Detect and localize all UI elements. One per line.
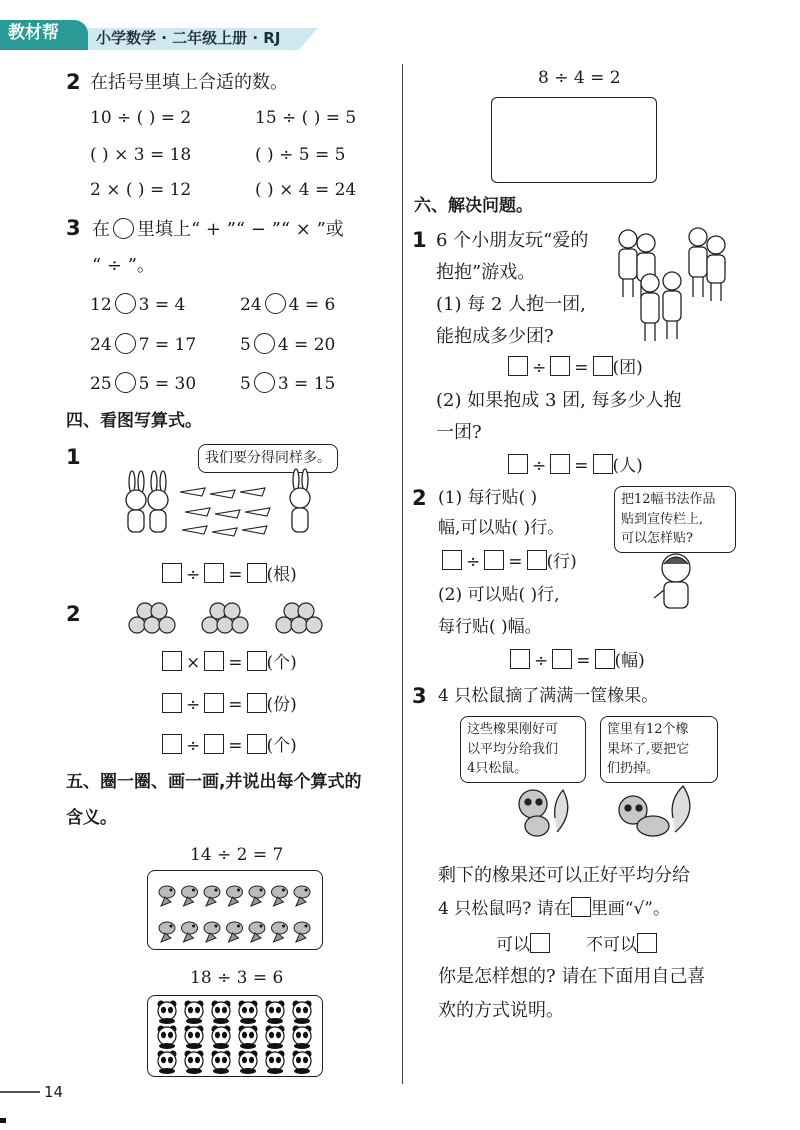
q2-instruction: 在括号里填上合适的数。 [90, 72, 288, 93]
section-4-title: 四、看图写算式。 [66, 411, 202, 431]
panda-icon [158, 1026, 177, 1050]
r-p2-number: 2 [412, 486, 427, 510]
fish-icon [159, 886, 175, 906]
q3-r2b-right: 4 = 20 [277, 335, 336, 355]
header-badge-text: 教材帮 [8, 23, 59, 43]
r-p3-q1b-line [438, 897, 670, 919]
option-no-box[interactable] [637, 933, 657, 953]
q3-row-3b [240, 372, 335, 394]
equals-sign: = [228, 565, 243, 585]
q3-r2a-left: 24 [90, 335, 112, 355]
bubble-line: 可以怎样贴? [621, 531, 693, 546]
r-p1-line1: 6 个小朋友玩“爱的 [436, 230, 589, 251]
fish-icon [182, 886, 198, 906]
option-no-label: 不可以 [586, 935, 637, 955]
panda-icon [266, 1051, 285, 1075]
r-p3-q2b: 欢的方式说明。 [438, 1000, 564, 1021]
q3-line1-b: 里填上“ + ”“ − ”“ × ”或 [137, 219, 344, 240]
rabbit-icon [290, 469, 310, 532]
answer-box[interactable] [247, 734, 267, 754]
child-icon [641, 274, 659, 341]
answer-box[interactable] [162, 734, 182, 754]
r-p2-line1: (1) 每行贴( ) [438, 488, 538, 508]
fish-icon [294, 922, 310, 942]
child-icon [689, 228, 707, 297]
op-sign: × [186, 653, 201, 673]
equals-sign: = [576, 651, 591, 671]
bubble-line: 果坏了,要把它 [607, 741, 690, 757]
op-sign: ÷ [532, 358, 547, 378]
q2-eq-3a: 2 × ( ) = 12 [90, 180, 192, 200]
panda-icon [158, 1051, 177, 1075]
answer-box[interactable] [247, 651, 267, 671]
equals-sign: = [228, 736, 243, 756]
answer-box[interactable] [593, 454, 613, 474]
fruit-group [202, 603, 248, 633]
panda-icon [185, 1001, 204, 1025]
answer-circle[interactable] [115, 333, 136, 354]
column-divider [402, 64, 403, 1084]
q2-eq-1b: 15 ÷ ( ) = 5 [255, 108, 357, 128]
fish-icon [182, 922, 198, 942]
fruit-group [129, 603, 175, 633]
panda-icon [293, 1001, 312, 1025]
bubble-line: 们扔掉。 [607, 761, 660, 776]
squirrel-icon [519, 790, 568, 836]
r-p3-number: 3 [412, 684, 427, 708]
bubble-line: 4只松鼠。 [467, 761, 528, 776]
panda-icon [212, 1001, 231, 1025]
answer-box[interactable] [247, 693, 267, 713]
answer-circle[interactable] [115, 372, 136, 393]
unit-label: (根) [266, 565, 297, 585]
panda-icon [293, 1026, 312, 1050]
q2-eq-3b: ( ) × 4 = 24 [255, 180, 357, 200]
fish-icon [204, 886, 220, 906]
q3-r2b-left: 5 [240, 335, 251, 355]
section-5-title-1: 五、圈一圈、画一画,并说出每个算式的 [66, 772, 362, 792]
footer-line [0, 1091, 40, 1093]
q3-line1 [92, 218, 344, 241]
s4-p2-formula-1 [162, 651, 297, 673]
q3-r3b-left: 5 [240, 374, 251, 394]
r-p2-formula-2 [510, 649, 645, 671]
unit-label: (团) [612, 358, 643, 378]
q3-line1-a: 在 [92, 219, 110, 240]
r-p3-options [496, 933, 657, 955]
rabbit-icon [148, 471, 168, 532]
s4-p1-number: 1 [66, 445, 81, 469]
r-p1-formula-1 [508, 356, 643, 378]
answer-circle[interactable] [254, 372, 275, 393]
answer-box[interactable] [595, 649, 615, 669]
answer-box[interactable] [550, 356, 570, 376]
q3-row-3a [90, 372, 196, 394]
q3-r2a-right: 7 = 17 [138, 335, 197, 355]
equals-sign: = [574, 456, 589, 476]
r-p1-line2: 抱抱”游戏。 [436, 262, 536, 283]
carrot-icon [180, 488, 270, 536]
fish-icon [159, 922, 175, 942]
fish-grid [147, 870, 323, 950]
panda-icon [185, 1026, 204, 1050]
answer-box[interactable] [162, 651, 182, 671]
unit-label: (份) [266, 695, 297, 715]
answer-box[interactable] [204, 651, 224, 671]
rabbits-carrots-illustration [110, 470, 330, 545]
r-p2-line4: 每行贴( )幅。 [438, 617, 542, 637]
child-icon [619, 230, 637, 297]
equals-sign: = [228, 653, 243, 673]
q2-eq-2b: ( ) ÷ 5 = 5 [255, 145, 346, 165]
q3-r1a-left: 12 [90, 295, 112, 315]
answer-box[interactable] [508, 356, 528, 376]
squirrel-icon [619, 786, 690, 836]
s4-p2-formula-2 [162, 693, 297, 715]
right-eq-top: 8 ÷ 4 = 2 [538, 68, 621, 88]
fruit-groups-illustration [125, 598, 335, 638]
q3-r3a-right: 5 = 30 [138, 374, 197, 394]
speech-bubble-calligraphy [614, 486, 736, 553]
option-yes-box[interactable] [530, 933, 550, 953]
q3-r3a-left: 25 [90, 374, 112, 394]
q3-row-1b [240, 293, 335, 315]
panda-icon [239, 1001, 258, 1025]
q3-r1a-right: 3 = 4 [138, 295, 186, 315]
fish-icon [272, 922, 288, 942]
page-number: 14 [44, 1083, 64, 1101]
answer-box[interactable] [162, 693, 182, 713]
panda-icon [185, 1051, 204, 1075]
r-p1-q1a: (1) 每 2 人抱一团, [436, 294, 586, 315]
child-icon [663, 272, 681, 339]
panda-icon [239, 1051, 258, 1075]
equals-sign: = [574, 358, 589, 378]
q3-row-1a [90, 293, 185, 315]
r-p3-q1b: 4 只松鼠吗? 请在 [438, 899, 571, 919]
answer-box[interactable] [204, 693, 224, 713]
s4-p2-formula-3 [162, 734, 297, 756]
answer-box[interactable] [247, 563, 267, 583]
unit-label: (个) [266, 653, 297, 673]
panda-icon [158, 1001, 177, 1025]
r-p3-q2a: 你是怎样想的? 请在下面用自己喜 [438, 966, 706, 987]
bubble-line: 筐里有12个橡 [607, 722, 689, 737]
r-p3-q1c: 里画“√”。 [590, 899, 670, 919]
r-p2-line2: 幅,可以贴( )行。 [438, 518, 565, 538]
q3-line2: “ ÷ ”。 [92, 255, 155, 276]
answer-box[interactable] [442, 550, 462, 570]
q3-r1b-right: 4 = 6 [288, 295, 336, 315]
q2-number: 2 [66, 70, 81, 94]
r-p1-q2a: (2) 如果抱成 3 团, 每多少人抱 [436, 390, 682, 411]
unit-label: (幅) [614, 651, 645, 671]
op-sign: ÷ [534, 651, 549, 671]
panda-icon [212, 1051, 231, 1075]
q3-row-2b [240, 333, 335, 355]
r-p3-line1: 4 只松鼠摘了满满一筐橡果。 [438, 686, 659, 706]
fish-icon [227, 922, 243, 942]
fish-icon [227, 886, 243, 906]
panda-icon [266, 1026, 285, 1050]
s5-eq-2: 18 ÷ 3 = 6 [190, 968, 284, 988]
answer-circle[interactable] [254, 333, 275, 354]
q3-number: 3 [66, 216, 81, 240]
panda-icon [212, 1026, 231, 1050]
answer-box[interactable] [550, 454, 570, 474]
panda-icon [266, 1001, 285, 1025]
op-sign: ÷ [186, 565, 201, 585]
panda-grid [147, 995, 323, 1077]
s4-p1-formula [162, 563, 297, 585]
answer-box[interactable] [508, 454, 528, 474]
speech-bubble-squirrel-2 [600, 716, 718, 783]
fish-icon [294, 886, 310, 906]
q2-eq-1a: 10 ÷ ( ) = 2 [90, 108, 192, 128]
q3-row-2a [90, 333, 196, 355]
footer-mark [0, 1118, 6, 1123]
s4-p2-number: 2 [66, 602, 81, 626]
equals-sign: = [228, 695, 243, 715]
q3-r1b-left: 24 [240, 295, 262, 315]
answer-box[interactable] [593, 356, 613, 376]
panda-icon [293, 1051, 312, 1075]
q2-eq-2a: ( ) × 3 = 18 [90, 145, 192, 165]
answer-box[interactable] [527, 550, 547, 570]
r-p1-formula-2 [508, 454, 643, 476]
r-p3-q1a: 剩下的橡果还可以正好平均分给 [438, 865, 690, 886]
r-p1-number: 1 [412, 228, 427, 252]
answer-box[interactable] [510, 649, 530, 669]
fish-icon [249, 886, 265, 906]
answer-circle[interactable] [113, 218, 134, 239]
bubble-line: 贴到宣传栏上, [621, 511, 704, 527]
bubble-line: 以平均分给我们 [467, 741, 559, 757]
bubble-line: 这些橡果刚好可 [467, 722, 559, 737]
fruit-group [276, 603, 322, 633]
answer-box[interactable] [204, 734, 224, 754]
bubble-line: 把12幅书法作品 [621, 492, 716, 507]
unit-label: (人) [612, 456, 643, 476]
section-6-title: 六、解决问题。 [414, 196, 533, 216]
children-hugging-illustration [610, 225, 730, 345]
r-p1-q1b: 能抱成多少团? [436, 326, 554, 347]
speech-bubble-squirrel-1 [460, 716, 586, 783]
answer-box[interactable] [162, 563, 182, 583]
panda-icon [239, 1026, 258, 1050]
fish-icon [204, 922, 220, 942]
unit-label: (行) [546, 552, 577, 572]
op-sign: ÷ [186, 736, 201, 756]
header-title: 小学数学 · 二年级上册 · RJ [96, 29, 281, 47]
answer-box[interactable] [571, 897, 591, 917]
answer-box[interactable] [552, 649, 572, 669]
rabbit-icon [126, 471, 146, 532]
unit-label: (个) [266, 736, 297, 756]
equals-sign: = [508, 552, 523, 572]
q3-r3b-right: 3 = 15 [277, 374, 336, 394]
r-p2-formula-1 [442, 550, 577, 572]
option-yes-label: 可以 [496, 935, 530, 955]
answer-circle[interactable] [265, 293, 286, 314]
answer-box[interactable] [204, 563, 224, 583]
r-p2-line3: (2) 可以贴( )行, [438, 585, 560, 605]
op-sign: ÷ [532, 456, 547, 476]
r-p1-q2b: 一团? [436, 422, 482, 443]
answer-box[interactable] [484, 550, 504, 570]
s5-eq-1: 14 ÷ 2 = 7 [190, 845, 284, 865]
speech-bubble: 我们要分得同样多。 [198, 444, 338, 473]
op-sign: ÷ [186, 695, 201, 715]
op-sign: ÷ [466, 552, 481, 572]
fish-icon [249, 922, 265, 942]
child-icon [707, 236, 725, 301]
answer-circle[interactable] [115, 293, 136, 314]
section-5-title-2: 含义。 [66, 808, 117, 828]
squirrels-illustration [505, 782, 705, 842]
answer-drawing-box[interactable] [491, 97, 657, 183]
boy-illustration [650, 550, 700, 612]
fish-icon [272, 886, 288, 906]
